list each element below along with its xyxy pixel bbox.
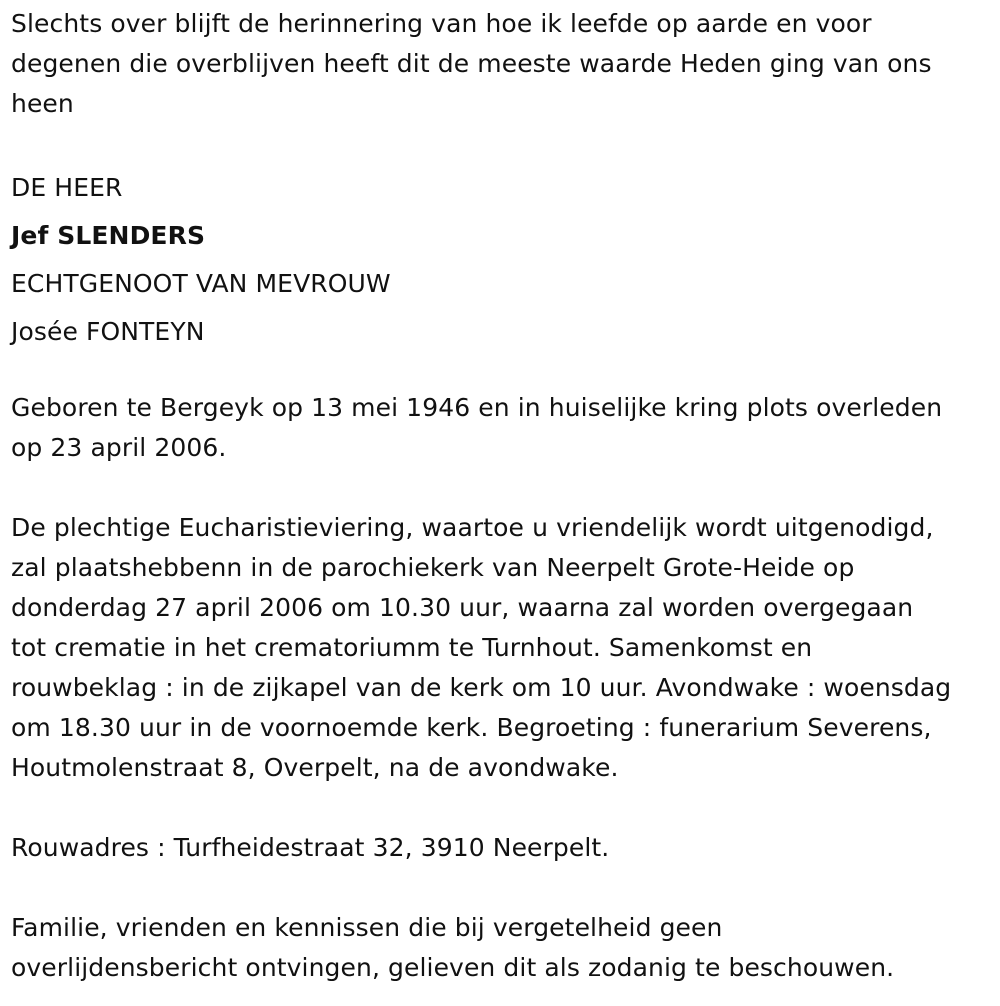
intro-line: degenen die overblijven heeft dit de meeste waarde Heden ging van ons xyxy=(11,49,932,78)
closing-line: Familie, vrienden en kennissen die bij vergetelheid geen xyxy=(11,913,723,942)
intro-line: heen xyxy=(11,89,74,118)
closing-line: overlijdensbericht ontvingen, gelieven dit als zodanig te beschouwen. xyxy=(11,953,895,982)
person-title: DE HEER xyxy=(11,173,123,202)
birth-death-line: Geboren te Bergeyk op 13 mei 1946 en in huiselijke kring plots overleden xyxy=(11,393,943,422)
person-relation: ECHTGENOOT VAN MEVROUW xyxy=(11,269,391,298)
intro-line: Slechts over blijft de herinnering van hoe ik leefde op aarde en voor xyxy=(11,9,872,38)
spouse-name: Josée FONTEYN xyxy=(11,317,205,346)
ceremony-line: De plechtige Eucharistieviering, waartoe u vriendelijk wordt uitgenodigd, xyxy=(11,513,934,542)
ceremony-line: zal plaatshebbenn in de parochiekerk van Neerpelt Grote-Heide op xyxy=(11,553,855,582)
person-name: Jef SLENDERS xyxy=(11,221,206,250)
address-paragraph xyxy=(11,828,996,868)
death-notice xyxy=(11,4,996,988)
intro-paragraph xyxy=(11,4,996,124)
ceremony-line: om 18.30 uur in de voornoemde kerk. Begroeting : funerarium Severens, xyxy=(11,713,932,742)
ceremony-paragraph xyxy=(11,508,996,788)
ceremony-line: Houtmolenstraat 8, Overpelt, na de avondwake. xyxy=(11,753,619,782)
ceremony-line: rouwbeklag : in de zijkapel van de kerk om 10 uur. Avondwake : woensdag xyxy=(11,673,952,702)
person-block xyxy=(11,164,996,356)
birth-death-line: op 23 april 2006. xyxy=(11,433,227,462)
birth-death-paragraph xyxy=(11,388,996,468)
ceremony-line: tot crematie in het crematoriumm te Turnhout. Samenkomst en xyxy=(11,633,813,662)
address-line: Rouwadres : Turfheidestraat 32, 3910 Neerpelt. xyxy=(11,833,610,862)
closing-paragraph xyxy=(11,908,996,988)
ceremony-line: donderdag 27 april 2006 om 10.30 uur, waarna zal worden overgegaan xyxy=(11,593,914,622)
